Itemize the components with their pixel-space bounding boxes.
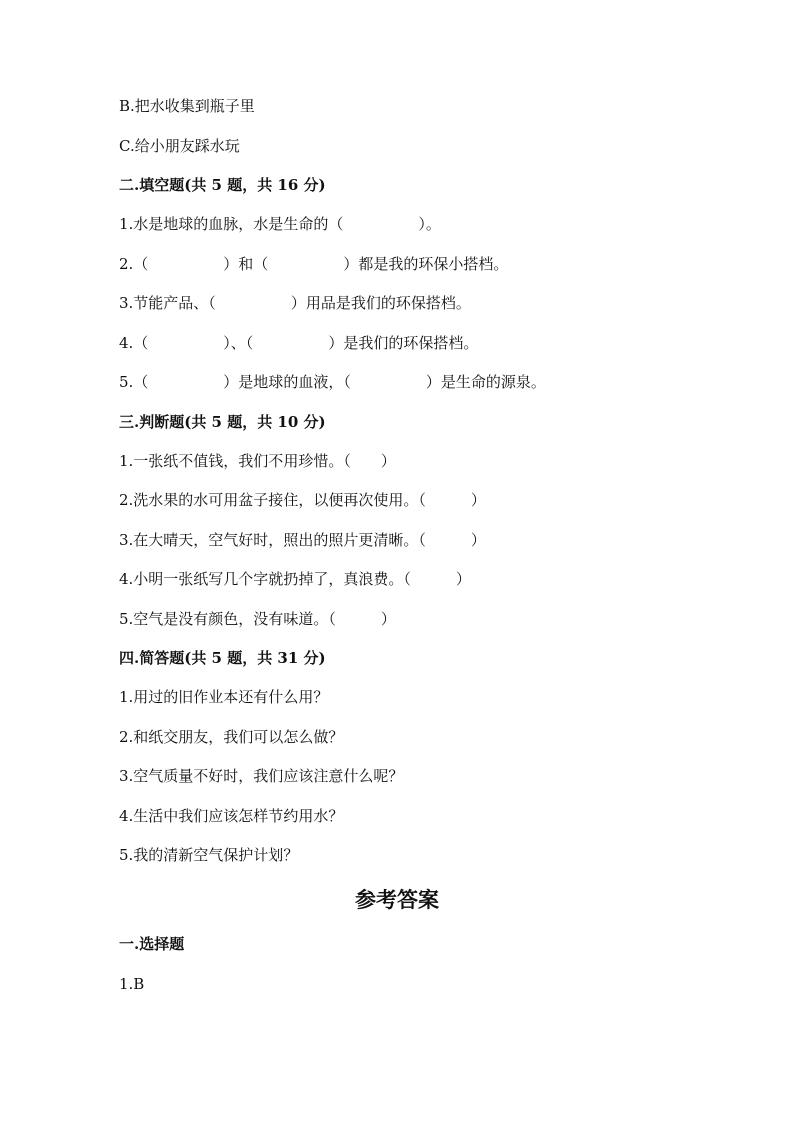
true-false-item-5: 5.空气是没有颜色，没有味道。（ ） (119, 610, 396, 628)
fill-blank-item-4: 4.（ ）、（ ）是我们的环保搭档。 (119, 334, 479, 352)
fill-blank-item-2: 2.（ ）和（ ）都是我的环保小搭档。 (119, 255, 509, 273)
answer-choice-heading: 一.选择题 (119, 935, 185, 953)
choice-option-c: C.给小朋友踩水玩 (119, 137, 240, 155)
answer-key-title: 参考答案 (355, 887, 439, 912)
short-answer-heading: 四.简答题(共 5 题，共 31 分) (119, 649, 326, 667)
choice-option-b: B.把水收集到瓶子里 (119, 97, 255, 115)
true-false-heading: 三.判断题(共 5 题，共 10 分) (119, 413, 326, 431)
short-answer-item-5: 5.我的清新空气保护计划？ (119, 846, 299, 864)
short-answer-item-3: 3.空气质量不好时，我们应该注意什么呢？ (119, 767, 404, 785)
fill-blank-heading: 二.填空题(共 5 题，共 16 分) (119, 176, 326, 194)
answer-choice-item-1: 1.B (119, 975, 145, 993)
short-answer-item-2: 2.和纸交朋友，我们可以怎么做？ (119, 728, 344, 746)
fill-blank-item-5: 5.（ ）是地球的血液，（ ）是生命的源泉。 (119, 373, 546, 391)
true-false-item-3: 3.在大晴天，空气好时，照出的照片更清晰。（ ） (119, 531, 486, 549)
fill-blank-item-3: 3.节能产品、（ ）用品是我们的环保搭档。 (119, 294, 471, 312)
short-answer-item-1: 1.用过的旧作业本还有什么用？ (119, 688, 329, 706)
fill-blank-item-1: 1.水是地球的血脉，水是生命的（ ）。 (119, 215, 441, 233)
true-false-item-4: 4.小明一张纸写几个字就扔掉了，真浪费。（ ） (119, 570, 471, 588)
short-answer-item-4: 4.生活中我们应该怎样节约用水？ (119, 807, 344, 825)
true-false-item-2: 2.洗水果的水可用盆子接住，以便再次使用。（ ） (119, 491, 486, 509)
true-false-item-1: 1.一张纸不值钱，我们不用珍惜。（ ） (119, 452, 396, 470)
